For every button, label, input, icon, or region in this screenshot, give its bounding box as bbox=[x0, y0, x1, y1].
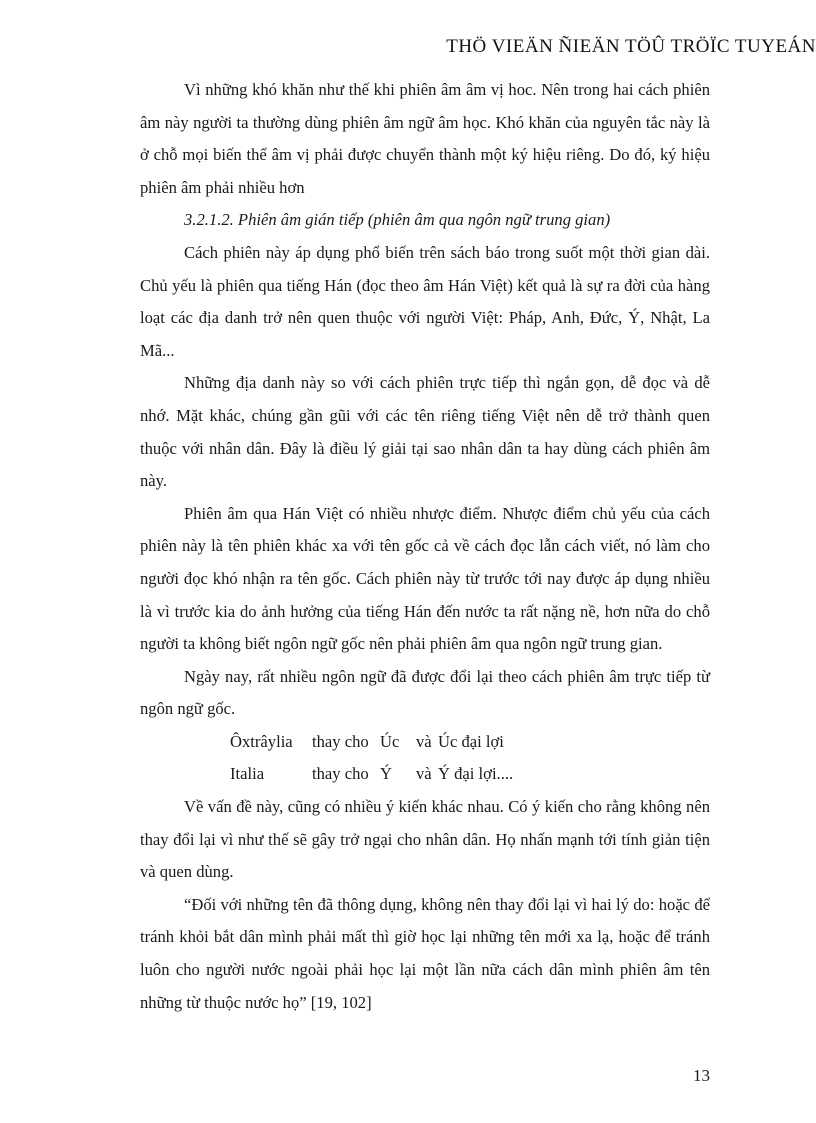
example-relation: thay cho bbox=[312, 764, 369, 784]
example-conjunction: và bbox=[416, 764, 432, 784]
quotation-paragraph: “Đối với những tên đã thông dụng, không nên thay đổi lại vì hai lý do: hoặc để tránh khỏi bắt dân mình phải mất thì giờ học lại những tên mới xa lạ, hoặc để tránh luôn cho người nước ngoài phải học lại một lần nữa cách dân mình phiên âm tên những từ thuộc nước họ” [19, 102] bbox=[140, 894, 710, 1012]
paragraph: Cách phiên này áp dụng phổ biến trên sách báo trong suốt một thời gian dài. Chủ yếu là phiên qua tiếng Hán (đọc theo âm Hán Việt) kết quả là sự ra đời của hàng loạt các địa danh trở nên quen thuộc với người Việt: Pháp, Anh, Đức, Ý, Nhật, La Mã... bbox=[140, 242, 710, 360]
example-old-name: Úc bbox=[380, 731, 400, 751]
example-row bbox=[230, 726, 710, 759]
example-old-name-full: Úc đại lợi bbox=[438, 731, 504, 751]
example-old-name: Ý bbox=[380, 764, 392, 784]
example-conjunction: và bbox=[416, 731, 432, 751]
example-row bbox=[230, 758, 710, 791]
example-new-name: Ôxtrâylia bbox=[230, 731, 293, 751]
page-header: THÖ VIEÄN ÑIEÄN TÖÛ TRÖÏC TUYEÁN bbox=[446, 36, 816, 57]
example-old-name-full: Ý đại lợi.... bbox=[438, 764, 514, 784]
paragraph: Những địa danh này so với cách phiên trực tiếp thì ngắn gọn, dễ đọc và dễ nhớ. Mặt khác, chúng gần gũi với các tên riêng tiếng Việt nên dễ trở thành quen thuộc với nhân dân. Đây là điều lý giải tại sao nhân dân ta hay dùng cách phiên âm này. bbox=[140, 373, 710, 491]
page-number: 13 bbox=[693, 1066, 710, 1085]
example-new-name: Italia bbox=[230, 764, 265, 784]
document-body bbox=[140, 74, 710, 1019]
paragraph: Phiên âm qua Hán Việt có nhiều nhược điểm. Nhược điểm chủ yếu của cách phiên này là tên phiên khác xa với tên gốc cả về cách đọc lẫn cách viết, nó làm cho người đọc khó nhận ra tên gốc. Cách phiên này từ trước tới nay được áp dụng nhiều là vì trước kia do ảnh hưởng của tiếng Hán đến nước ta rất nặng nề, hơn nữa do chỗ người ta không biết ngôn ngữ gốc nên phải phiên âm qua ngôn ngữ trung gian. bbox=[140, 503, 710, 654]
section-heading: 3.2.1.2. Phiên âm gián tiếp (phiên âm qua ngôn ngữ trung gian) bbox=[184, 210, 611, 230]
paragraph: Vì những khó khăn như thế khi phiên âm âm vị hoc. Nên trong hai cách phiên âm này người ta thường dùng phiên âm ngữ âm học. Khó khăn của nguyên tắc này là ở chỗ mọi biến thể âm vị phải được chuyển thành một ký hiệu riêng. Do đó, ký hiệu phiên âm phải nhiều hơn bbox=[140, 80, 710, 197]
paragraph: Ngày nay, rất nhiều ngôn ngữ đã được đổi lại theo cách phiên âm trực tiếp từ ngôn ngữ gốc. bbox=[140, 666, 710, 719]
example-relation: thay cho bbox=[312, 731, 369, 751]
paragraph: Về vấn đề này, cũng có nhiều ý kiến khác nhau. Có ý kiến cho rằng không nên thay đổi lại vì như thế sẽ gây trở ngại cho nhân dân. Họ nhấn mạnh tới tính giản tiện và quen dùng. bbox=[140, 797, 710, 882]
